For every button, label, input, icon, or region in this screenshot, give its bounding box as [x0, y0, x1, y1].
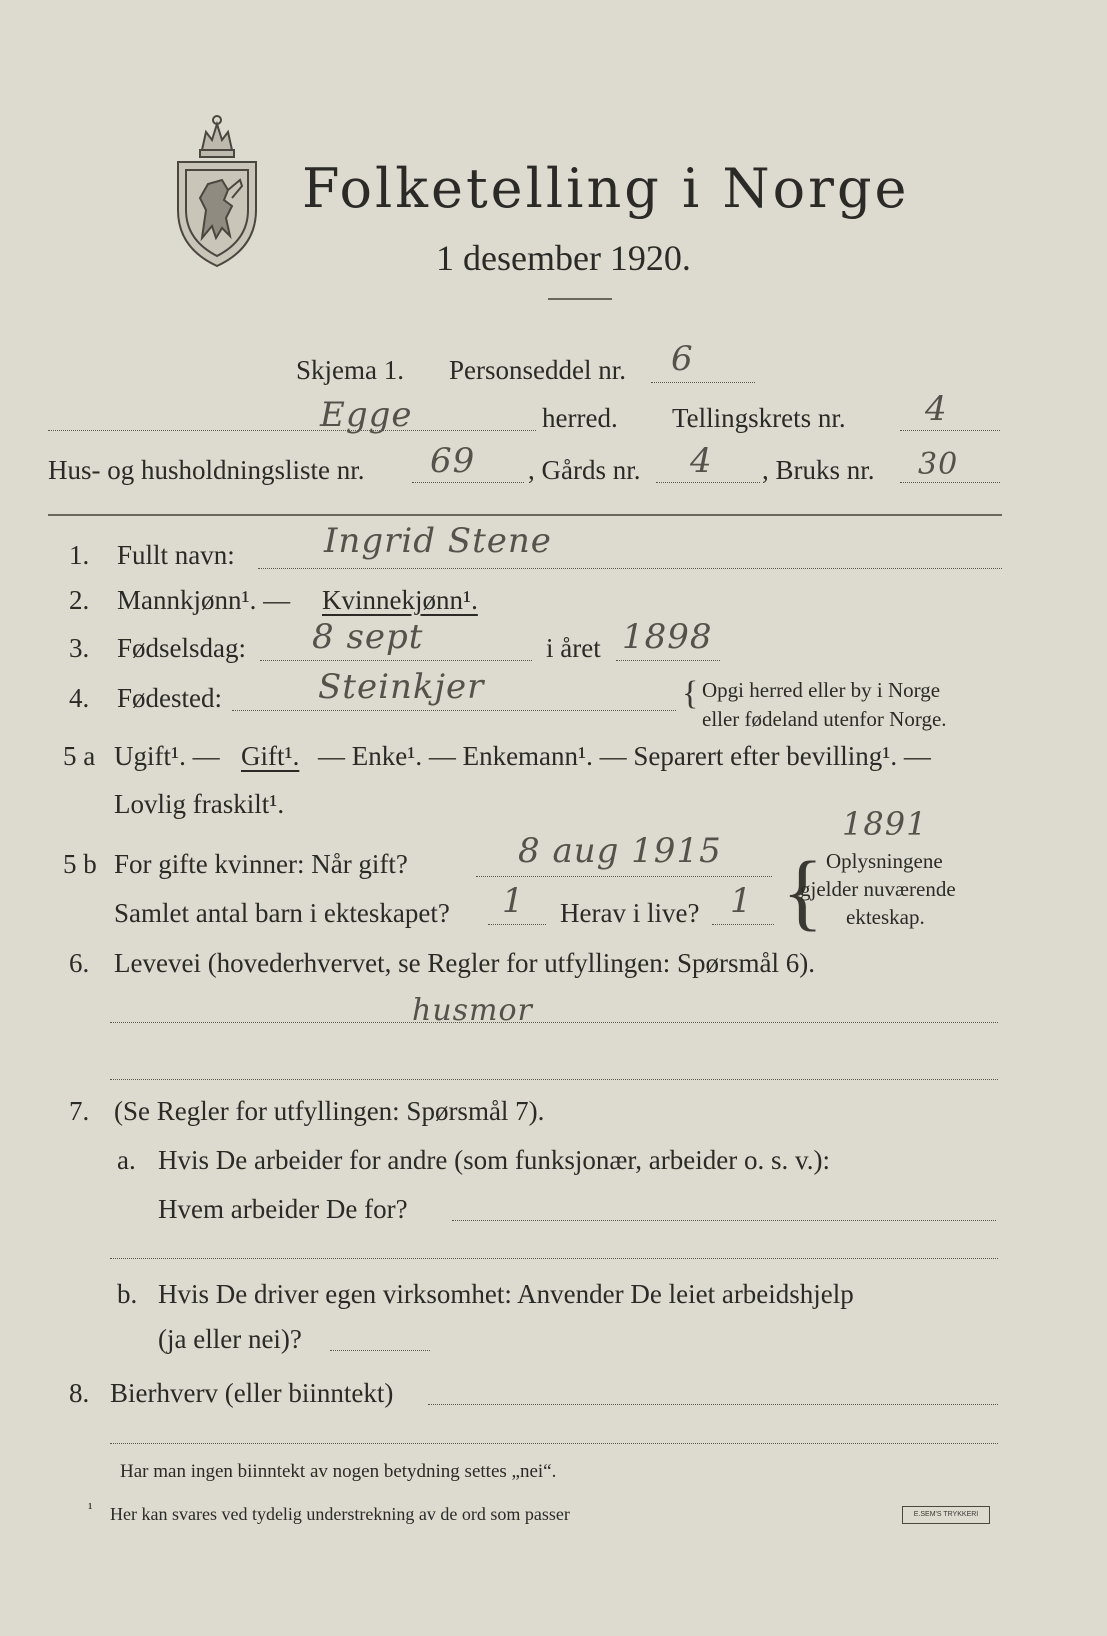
q5b-note-line2: gjelder nuværende	[800, 877, 956, 901]
q6-line1	[110, 1022, 998, 1023]
q7a-line2: Hvem arbeider De for?	[158, 1194, 408, 1224]
form-title: Folketelling i Norge	[302, 157, 910, 220]
q6-number: 6.	[69, 948, 90, 978]
footnote-text: Her kan svares ved tydelig understrekning av de ord som passer	[110, 1504, 570, 1524]
children-value[interactable]: 1	[502, 881, 525, 921]
q8-number: 8.	[69, 1378, 90, 1408]
norway-coat-of-arms-icon	[172, 110, 262, 270]
herred-label: herred.	[542, 403, 618, 433]
birth-year-value[interactable]: 1898	[622, 617, 713, 657]
q5b-brace: {	[782, 843, 824, 939]
alive-value[interactable]: 1	[730, 881, 753, 921]
q1-label: Fullt navn:	[117, 540, 235, 570]
title-divider	[548, 298, 612, 300]
q1-line	[258, 568, 1002, 569]
q5b-note-line3: ekteskap.	[846, 905, 925, 929]
q7b-line1: Hvis De driver egen virksomhet: Anvender De leiet arbeidshjelp	[158, 1279, 854, 1309]
q3-number: 3.	[69, 633, 90, 663]
hired-help-field[interactable]	[330, 1350, 430, 1351]
q4-note-line1: Opgi herred eller by i Norge	[702, 678, 941, 702]
birthday-value[interactable]: 8 sept	[312, 617, 424, 657]
personseddel-value[interactable]: 6	[671, 339, 694, 379]
ugift-option[interactable]: Ugift¹. —	[114, 741, 220, 771]
q8-label: Bierhverv (eller biinntekt)	[110, 1378, 394, 1408]
q2-number: 2.	[69, 585, 90, 615]
herred-value[interactable]: Egge	[320, 395, 413, 435]
full-name-value[interactable]: Ingrid Stene	[324, 521, 552, 561]
alive-line	[712, 924, 774, 925]
q6-label: Levevei (hovederhvervet, se Regler for utfyllingen: Spørsmål 6).	[114, 948, 816, 978]
q7b-line2: (ja eller nei)?	[158, 1324, 302, 1354]
lovlig-fraskilt-option[interactable]: Lovlig fraskilt¹.	[114, 789, 285, 819]
personseddel-label: Personseddel nr.	[449, 355, 626, 385]
q5a-number: 5 a	[63, 741, 96, 771]
birthplace-line	[232, 710, 676, 711]
q7-number: 7.	[69, 1096, 90, 1126]
q4-note-line2: eller fødeland utenfor Norge.	[702, 707, 947, 731]
gards-line	[656, 482, 760, 483]
extra-year-value[interactable]: 1891	[842, 805, 928, 843]
q6-line2	[110, 1079, 998, 1080]
q4-brace: {	[682, 675, 699, 712]
q4-number: 4.	[69, 683, 90, 713]
gards-label: , Gårds nr.	[528, 455, 641, 485]
q7-label: (Se Regler for utfyllingen: Spørsmål 7).	[114, 1096, 545, 1126]
q4-label: Fødested:	[117, 683, 222, 713]
tellingskrets-line	[900, 430, 1000, 431]
year-label: i året	[546, 633, 601, 663]
gift-option-selected[interactable]: Gift¹.	[241, 741, 300, 771]
q7b-number: b.	[117, 1279, 138, 1309]
bruks-value[interactable]: 30	[918, 447, 959, 482]
q7a-number: a.	[117, 1145, 136, 1175]
married-when-value[interactable]: 8 aug 1915	[518, 831, 722, 871]
footnote-mark: ¹	[88, 1501, 93, 1517]
married-when-line	[476, 876, 772, 877]
footer-note: Har man ingen biinntekt av nogen betydning settes „nei“.	[120, 1461, 557, 1482]
bruks-line	[900, 482, 1000, 483]
children-label: Samlet antal barn i ekteskapet?	[114, 898, 450, 928]
census-date: 1 desember 1920.	[436, 238, 691, 278]
household-list-label: Hus- og husholdningsliste nr.	[48, 455, 365, 485]
side-income-field-extra[interactable]	[110, 1443, 998, 1444]
employer-field-extra[interactable]	[110, 1258, 998, 1259]
birthday-line	[260, 660, 532, 661]
female-option-selected[interactable]: Kvinnekjønn¹.	[322, 585, 478, 615]
bruks-label: , Bruks nr.	[762, 455, 875, 485]
header-divider	[48, 514, 1002, 516]
q1-number: 1.	[69, 540, 90, 570]
q7a-line1: Hvis De arbeider for andre (som funksjonær, arbeider o. s. v.):	[158, 1145, 830, 1175]
side-income-field[interactable]	[428, 1404, 998, 1405]
occupation-value[interactable]: husmor	[412, 993, 533, 1028]
year-line	[616, 660, 720, 661]
printer-mark: E.SEM'S TRYKKERI	[902, 1506, 990, 1524]
household-list-line	[412, 482, 524, 483]
male-option[interactable]: Mannkjønn¹. —	[117, 585, 291, 615]
employer-field[interactable]	[452, 1220, 996, 1221]
other-marital-options[interactable]: — Enke¹. — Enkemann¹. — Separert efter bevilling¹. —	[318, 741, 931, 771]
personseddel-line	[651, 382, 755, 383]
q3-label: Fødselsdag:	[117, 633, 247, 663]
herred-line	[48, 430, 536, 431]
tellingskrets-value[interactable]: 4	[925, 389, 948, 429]
skjema-label: Skjema 1.	[296, 355, 404, 385]
married-when-label: For gifte kvinner: Når gift?	[114, 849, 408, 879]
gards-value[interactable]: 4	[690, 441, 713, 481]
household-list-value[interactable]: 69	[430, 441, 476, 481]
alive-label: Herav i live?	[560, 898, 700, 928]
tellingskrets-label: Tellingskrets nr.	[672, 403, 846, 433]
children-line	[488, 924, 546, 925]
q5b-note-line1: Oplysningene	[826, 849, 943, 873]
q5b-number: 5 b	[63, 849, 97, 879]
birthplace-value[interactable]: Steinkjer	[318, 667, 485, 707]
